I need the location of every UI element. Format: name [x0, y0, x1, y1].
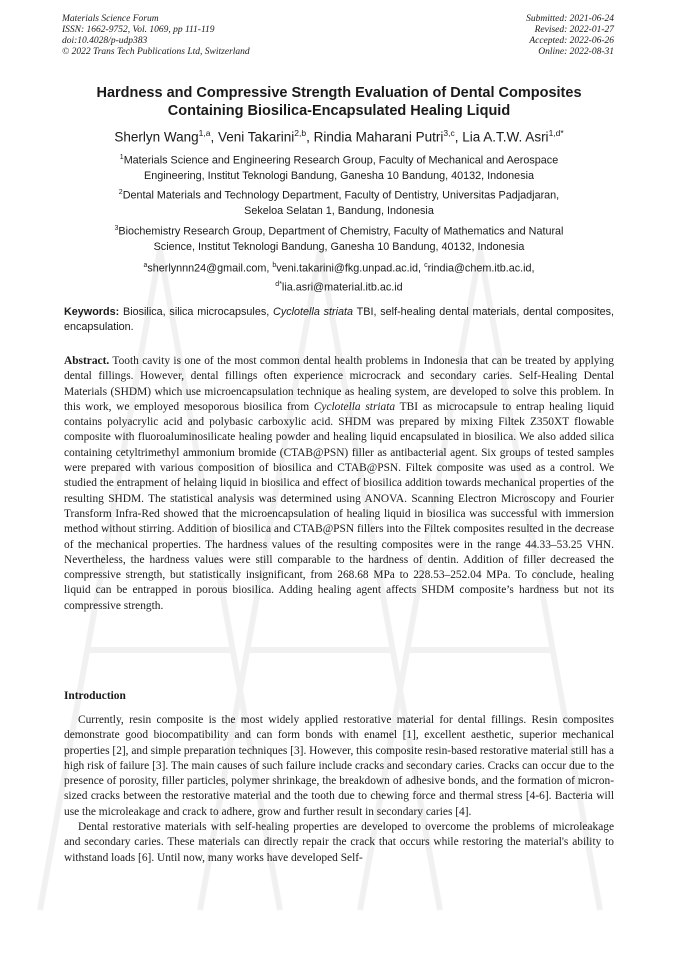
affiliation-line: Materials Science and Engineering Research Group, Faculty of Mechanical and Aerospace — [123, 154, 559, 167]
abstract — [64, 354, 614, 614]
email-link[interactable]: sherlynnn24@gmail.com, — [147, 262, 273, 275]
affiliation-number: 1 — [119, 154, 124, 161]
email-mark: d* — [275, 280, 282, 288]
submitted-date: Submitted: 2021-06-24 — [526, 14, 614, 24]
email-mark: b — [272, 262, 277, 269]
copyright: © 2022 Trans Tech Publications Ltd, Switzerland — [62, 47, 250, 57]
title-line-2: Containing Biosilica-Encapsulated Healing Liquid — [167, 103, 511, 119]
keywords — [64, 305, 614, 335]
keywords-text: Biosilica, silica microcapsules, — [119, 306, 274, 318]
doi: doi:10.4028/p-udp383 — [62, 36, 148, 46]
email-link[interactable]: rindia@chem.itb.ac.id, — [427, 262, 535, 275]
affiliation-line: Sekeloa Selatan 1, Bandung, Indonesia — [244, 204, 434, 217]
revised-date: Revised: 2022-01-27 — [534, 25, 614, 35]
title-line-1: Hardness and Compressive Strength Evaluation of Dental Composites — [96, 85, 582, 101]
abstract-text: TBI as microcapsule to entrap healing liquid contains polyacrylic acid and polybasic carboxylic acid. SHDM was prepared by mixing Filtek Z350XT flowable composite with fluoroaluminosilicate healing powder and healing liquid encapsulated in biosilica. We also added silica containing cetyltrimethyl ammonium bromide (CTAB@PSN) filler as antibacterial agent. Six groups of tested samples were prepared with various composition of biosilica and CTAB@PSN. Filtek composite was used as a control. We studied the entrapment of helaing liquid in biosilica and effect of biosilica addition towards mechanical properties of the resulting SHDM. The statistical analysis was determined using ANOVA. Scanning Electron Microscopy and Fourier Transform Infra-Red showed that the microencapsulation of healing liquid in biosilica was successful with immersion method without stirring. Addition of biosilica and CTAB@PSN fillers into the Filtek composites resulted in the decrease of the mechanical properties. The hardness values of the resulting composites were in the range 44.33–53.25 VHN. Nevertheless, the hardness values were still comparable to the hardness of dentin. Addition of filler decreased the compressive strength, but statistically insignificant, from 268.68 MPa to 228.53–252.04 MPa. To conclude, healing liquid can be entrapped in porous biosilica. Adding healing agent affects SHDM composite’s hardness but not its compressive strength. — [64, 400, 614, 612]
affiliation-number: 2 — [118, 189, 123, 196]
affiliation-line: Biochemistry Research Group, Department of Chemistry, Faculty of Mathematics and Natural — [118, 225, 564, 238]
paragraph: Dental restorative materials with self-healing properties are developed to overcome the problems of microleakage and secondary caries. These materials can directly repair the crack that occurs while restoring the material's ability to withstand loads [6]. Until now, many works have developed Self- — [64, 821, 614, 864]
author-name: Veni Takarini — [217, 129, 295, 145]
abstract-italic: Cyclotella striata — [313, 400, 396, 413]
affiliation-number: 3 — [114, 225, 119, 232]
keywords-label: Keywords: — [64, 306, 120, 318]
introduction-heading: Introduction — [64, 690, 126, 702]
abstract-text: Tooth cavity is one of the most common dental health problems in Indonesia that can be treated by applying dental fillings. However, dental fillings often experience microcrack and secondary caries. Self-Healing Dental Materials (SHDM) which use microencapsulation technique as healing system, are developed to solve this problem. In this work, we employed mesoporous biosilica from — [64, 355, 614, 413]
journal-name: Materials Science Forum — [62, 14, 159, 24]
email-mark: c — [424, 262, 428, 269]
journal-info — [62, 14, 250, 58]
author-name: Rindia Maharani Putri — [313, 129, 444, 145]
paper-title — [40, 84, 638, 120]
author-emails — [80, 258, 598, 295]
email-link[interactable]: lia.asri@material.itb.ac.id — [281, 281, 403, 294]
author-affiliation-mark: 3,c — [443, 128, 455, 138]
abstract-label: Abstract. — [64, 355, 110, 367]
author-name: Lia A.T.W. Asri — [462, 129, 549, 145]
paragraph: Currently, resin composite is the most widely applied restorative material for dental fillings. Resin composites demonstrate good biocompatibility and can form bonds with enamel [1], excellent aesthetic, superior mechanical properties [2], and simple preparation techniques [3]. However, this composite resin-based restorative material still has a high risk of failure [3]. The main causes of such failure include cracks and secondary caries. Cracks can occur due to the presence of porosity, filler particles, polymer shrinkage, the breakdown of adhesive bonds, and the formation of micron-sized cracks between the restorative material and the tooth due to chewing force and thermal stress [4-6]. Bacteria will use the microleakage and crack to adhere, grow and further result in secondary caries [4]. — [64, 714, 614, 818]
publication-dates — [526, 14, 614, 58]
journal-header — [62, 14, 614, 58]
issn-volume: ISSN: 1662-9752, Vol. 1069, pp 111-119 — [62, 25, 215, 35]
author-affiliation-mark: 1,a — [198, 128, 211, 138]
introduction-body — [64, 713, 614, 866]
author-affiliation-mark: 1,d* — [548, 128, 564, 138]
affiliation-line: Dental Materials and Technology Department, Faculty of Dentistry, Universitas Padjadjaran, — [122, 189, 560, 202]
keywords-text: TBI, self-healing dental materials, dental composites, encapsulation. — [64, 306, 614, 333]
email-link[interactable]: veni.takarini@fkg.unpad.ac.id, — [276, 262, 425, 275]
online-date: Online: 2022-08-31 — [538, 47, 614, 57]
author-name: Sherlyn Wang — [114, 129, 199, 145]
email-mark: a — [143, 262, 148, 269]
accepted-date: Accepted: 2022-06-26 — [529, 36, 614, 46]
keywords-italic: Cyclotella striata — [273, 306, 354, 318]
affiliation-line: Science, Institut Teknologi Bandung, Ganesha 10 Bandung, 40132, Indonesia — [153, 240, 525, 253]
author-affiliation-mark: 2,b — [294, 128, 307, 138]
affiliation-line: Engineering, Institut Teknologi Bandung, Ganesha 10 Bandung, 40132, Indonesia — [144, 169, 534, 182]
author-list: Sherlyn Wang$^{1,a}$, Veni Takarini$^{2,b}$, Rindia Maharani Putri$^{3,c}$, Lia A.T.W. Asri$^{1,d*}$ — [114, 128, 564, 145]
affiliation-3 — [70, 221, 608, 255]
affiliation-2 — [70, 185, 608, 219]
affiliation-1 — [70, 150, 608, 184]
